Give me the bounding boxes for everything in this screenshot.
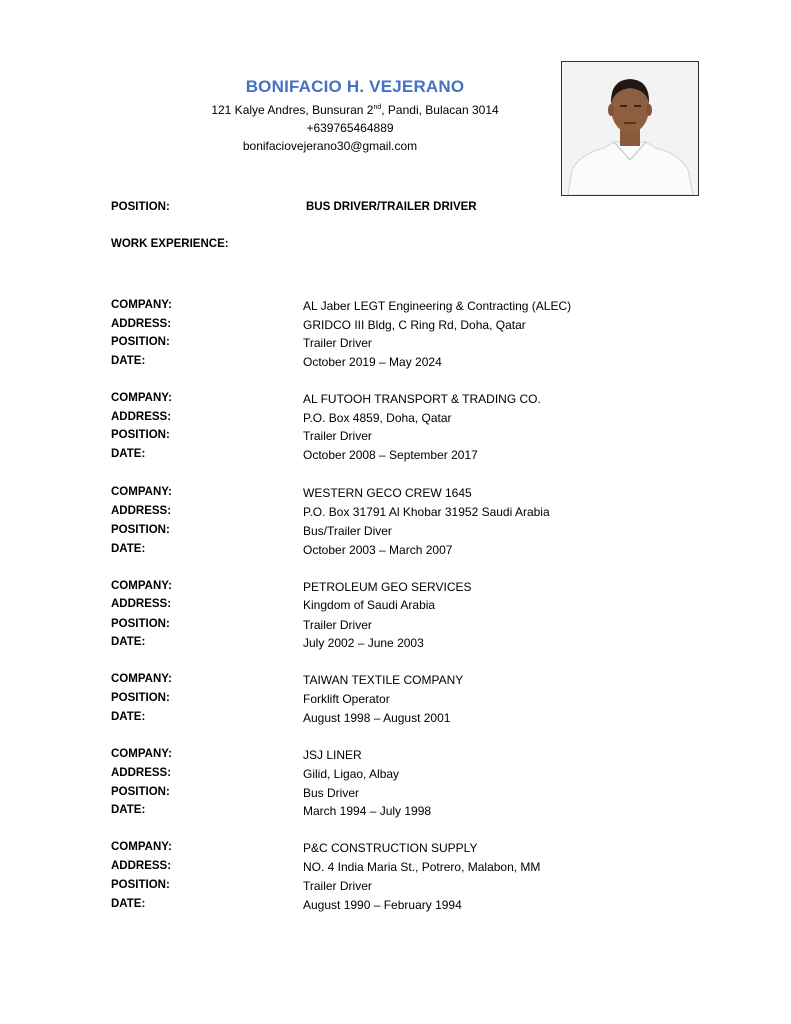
applicant-name: BONIFACIO H. VEJERANO bbox=[245, 77, 465, 96]
date-label: DATE: bbox=[111, 636, 146, 648]
address-superscript: nd bbox=[373, 104, 382, 111]
date-value: March 1994 – July 1998 bbox=[303, 804, 432, 818]
company-value: JSJ LINER bbox=[303, 748, 362, 762]
entry-company-row bbox=[0, 673, 791, 689]
date-value: August 1990 – February 1994 bbox=[303, 898, 462, 912]
entry-position-row bbox=[0, 429, 791, 445]
position-label: POSITION: bbox=[111, 201, 170, 213]
entry-date-row bbox=[0, 898, 791, 914]
address-label: ADDRESS: bbox=[111, 318, 172, 330]
position-label: POSITION: bbox=[111, 618, 170, 630]
company-label: COMPANY: bbox=[111, 299, 172, 311]
entry-position-row bbox=[0, 524, 791, 540]
date-label: DATE: bbox=[111, 355, 146, 367]
company-label: COMPANY: bbox=[111, 841, 172, 853]
work-experience-heading bbox=[0, 238, 791, 254]
date-value: October 2003 – March 2007 bbox=[303, 543, 453, 557]
date-label: DATE: bbox=[111, 804, 146, 816]
entry-date-row bbox=[0, 804, 791, 820]
address-label: ADDRESS: bbox=[111, 411, 172, 423]
date-label: DATE: bbox=[111, 543, 146, 555]
entry-company-row bbox=[0, 392, 791, 408]
position-value: Bus/Trailer Diver bbox=[303, 524, 392, 538]
date-value: October 2008 – September 2017 bbox=[303, 448, 478, 462]
company-value: AL FUTOOH TRANSPORT & TRADING CO. bbox=[303, 392, 541, 406]
address-value: NO. 4 India Maria St., Potrero, Malabon, MM bbox=[303, 860, 541, 874]
date-value: August 1998 – August 2001 bbox=[303, 711, 451, 725]
entry-company-row bbox=[0, 486, 791, 502]
address-label: ADDRESS: bbox=[111, 598, 172, 610]
company-value: P&C CONSTRUCTION SUPPLY bbox=[303, 841, 478, 855]
entry-company-row bbox=[0, 580, 791, 596]
company-label: COMPANY: bbox=[111, 392, 172, 404]
position-value: Forklift Operator bbox=[303, 692, 390, 706]
entry-company-row bbox=[0, 841, 791, 857]
entry-date-row bbox=[0, 636, 791, 652]
entry-address-row bbox=[0, 598, 791, 614]
position-label: POSITION: bbox=[111, 336, 170, 348]
company-label: COMPANY: bbox=[111, 748, 172, 760]
date-label: DATE: bbox=[111, 448, 146, 460]
applicant-email: bonifaciovejerano30@gmail.com bbox=[242, 139, 418, 153]
entry-position-row bbox=[0, 336, 791, 352]
company-value: WESTERN GECO CREW 1645 bbox=[303, 486, 472, 500]
address-value: P.O. Box 31791 Al Khobar 31952 Saudi Arabia bbox=[303, 505, 550, 519]
company-value: TAIWAN TEXTILE COMPANY bbox=[303, 673, 464, 687]
entry-position-row bbox=[0, 879, 791, 895]
position-value: Trailer Driver bbox=[303, 336, 372, 350]
company-value: AL Jaber LEGT Engineering & Contracting (ALEC) bbox=[303, 299, 572, 313]
position-value: Trailer Driver bbox=[303, 618, 372, 632]
entry-company-row bbox=[0, 748, 791, 764]
address-label: ADDRESS: bbox=[111, 767, 172, 779]
entry-date-row bbox=[0, 355, 791, 371]
entry-date-row bbox=[0, 448, 791, 464]
entry-position-row bbox=[0, 786, 791, 802]
position-value: Trailer Driver bbox=[303, 429, 372, 443]
entry-address-row bbox=[0, 860, 791, 876]
address-value: GRIDCO III Bldg, C Ring Rd, Doha, Qatar bbox=[303, 318, 526, 332]
address-value: P.O. Box 4859, Doha, Qatar bbox=[303, 411, 452, 425]
company-value: PETROLEUM GEO SERVICES bbox=[303, 580, 472, 594]
position-label: POSITION: bbox=[111, 786, 170, 798]
position-label: POSITION: bbox=[111, 429, 170, 441]
address-value: Gilid, Ligao, Albay bbox=[303, 767, 400, 781]
address-text: 121 Kalye Andres, Bunsuran 2 bbox=[211, 103, 374, 117]
position-row bbox=[0, 201, 791, 217]
address-text-end: , Pandi, Bulacan 3014 bbox=[381, 103, 499, 117]
position-label: POSITION: bbox=[111, 879, 170, 891]
date-label: DATE: bbox=[111, 898, 146, 910]
address-label: ADDRESS: bbox=[111, 505, 172, 517]
date-value: July 2002 – June 2003 bbox=[303, 636, 424, 650]
company-label: COMPANY: bbox=[111, 580, 172, 592]
entry-position-row bbox=[0, 618, 791, 634]
position-value: Trailer Driver bbox=[303, 879, 372, 893]
work-experience-label: WORK EXPERIENCE: bbox=[111, 238, 229, 250]
applicant-photo bbox=[561, 61, 699, 196]
address-label: ADDRESS: bbox=[111, 860, 172, 872]
position-label: POSITION: bbox=[111, 524, 170, 536]
position-label: POSITION: bbox=[111, 692, 170, 704]
position-value: Bus Driver bbox=[303, 786, 360, 800]
applicant-photo-image bbox=[562, 62, 698, 195]
entry-date-row bbox=[0, 543, 791, 559]
company-label: COMPANY: bbox=[111, 486, 172, 498]
applicant-phone: +639765464889 bbox=[306, 121, 394, 135]
position-value: BUS DRIVER/TRAILER DRIVER bbox=[306, 201, 477, 213]
entry-address-row bbox=[0, 767, 791, 783]
address-value: Kingdom of Saudi Arabia bbox=[303, 598, 436, 612]
company-label: COMPANY: bbox=[111, 673, 172, 685]
entry-address-row bbox=[0, 505, 791, 521]
applicant-address bbox=[150, 103, 560, 117]
entry-company-row bbox=[0, 299, 791, 315]
date-value: October 2019 – May 2024 bbox=[303, 355, 442, 369]
date-label: DATE: bbox=[111, 711, 146, 723]
entry-address-row bbox=[0, 411, 791, 427]
entry-address-row bbox=[0, 318, 791, 334]
entry-position-row bbox=[0, 692, 791, 708]
entry-date-row bbox=[0, 711, 791, 727]
